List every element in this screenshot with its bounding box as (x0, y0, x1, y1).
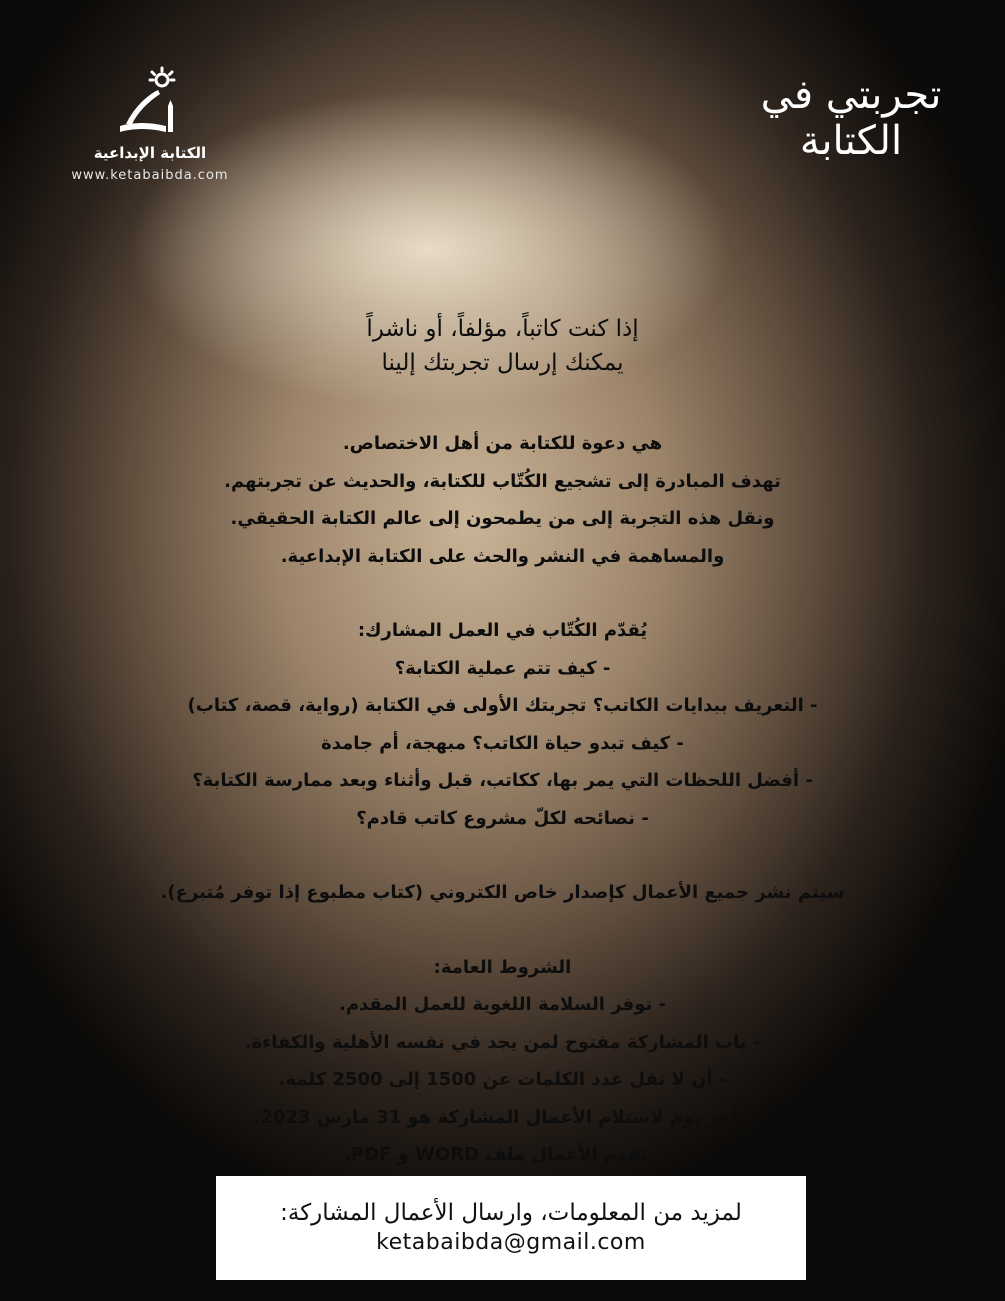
topic-item: - التعريف ببدايات الكاتب؟ تجربتك الأولى في الكتابة (رواية، قصة، كتاب) (187, 695, 818, 716)
brand-name: الكتابة الإبداعية (93, 144, 207, 162)
brand-logo (60, 66, 240, 183)
condition-item: - آخر يوم لاستلام الأعمال المشاركة هو 31 مارس 2023. (253, 1106, 752, 1128)
headline-line-2: يمكنك إرسال تجربتك إلينا (381, 350, 624, 376)
quill-sun-icon (110, 66, 190, 142)
topics-heading: يُقدّم الكُتّاب في العمل المشارك: (357, 620, 648, 641)
publish-note: سيتم نشر جميع الأعمال كإصدار خاص الكتروني (كتاب مطبوع إذا توفر مُتبرع). (160, 882, 845, 903)
condition-item: - تقدم الأعمال ملف WORD و PDF. (343, 1144, 662, 1165)
topic-item: - أفضل اللحظات التي يمر بها، ككاتب، قبل وأثناء وبعد ممارسة الكتابة؟ (192, 770, 813, 791)
contact-label: لمزيد من المعلومات، وارسال الأعمال المشاركة: (280, 1200, 742, 1226)
title-line-2: الكتابة (799, 118, 903, 164)
intro-line: هي دعوة للكتابة من أهل الاختصاص. (342, 433, 663, 454)
topic-item: - كيف تتم عملية الكتابة؟ (394, 657, 611, 679)
main-content (60, 312, 945, 1174)
intro-line: تهدف المبادرة إلى تشجيع الكُتّاب للكتابة، والحديث عن تجربتهم. (224, 470, 781, 492)
intro-line: ونقل هذه التجربة إلى من يطمحون إلى عالم الكتابة الحقيقي. (230, 508, 775, 529)
condition-item: - أن لا تقل عدد الكلمات عن 1500 إلى 2500 كلمة. (278, 1069, 727, 1090)
intro-line: والمساهمة في النشر والحث على الكتابة الإبداعية. (280, 545, 725, 567)
contact-box (216, 1176, 806, 1280)
title-line-1: تجربتي في (760, 72, 942, 118)
contact-email-link[interactable]: ketabaibda@gmail.com (376, 1230, 646, 1255)
condition-item: - توفر السلامة اللغوية للعمل المقدم. (339, 994, 666, 1015)
condition-item: - باب المشاركة مفتوح لمن يجد في نفسه الأهلية والكفاءة. (244, 1031, 761, 1053)
headline-line-1: إذا كنت كاتباً، مؤلفاً، أو ناشراً (366, 316, 639, 342)
topic-item: - كيف تبدو حياة الكاتب؟ مبهجة، أم جامدة (321, 732, 684, 754)
topic-item: - نصائحه لكلّ مشروع كاتب قادم؟ (356, 807, 649, 829)
page-title (741, 72, 961, 164)
conditions-heading: الشروط العامة: (433, 956, 572, 978)
brand-url[interactable]: www.ketabaibda.com (71, 168, 229, 183)
